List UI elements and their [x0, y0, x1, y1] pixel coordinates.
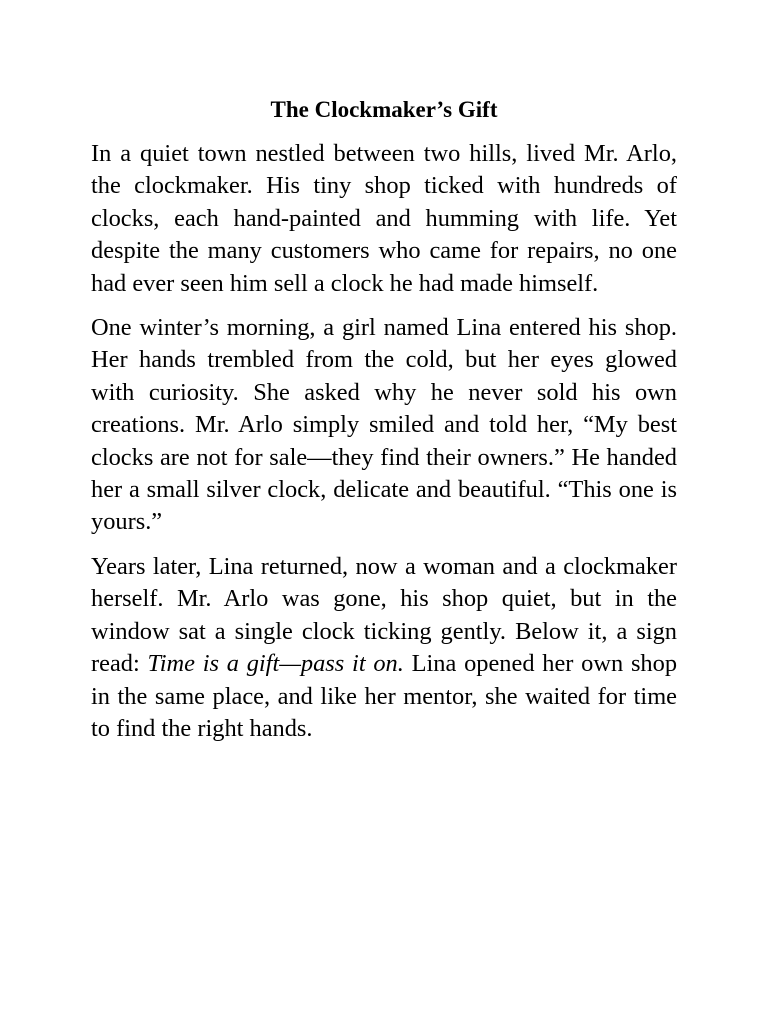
sign-text: Time is a gift—pass it on.: [147, 650, 404, 678]
paragraph-3-text-before: Years later, Lina returned, now a woman and a clockmaker herself. Mr. Arlo was gone, his shop quiet, but in the window sat a single clock ticking gently. Below it, a sign read:: [91, 552, 677, 678]
document-page: [91, 94, 677, 757]
paragraph-1: In a quiet town nestled between two hills, lived Mr. Arlo, the clockmaker. His tiny shop ticked with hundreds of clocks, each hand-painted and humming with life. Yet despite the many customers who came for repairs, no one had ever seen him sell a clock he had made himself.: [91, 140, 677, 297]
document-title: The Clockmaker’s Gift: [270, 97, 498, 122]
paragraph-3-text-after: Lina opened her own shop in the same place, and like her mentor, she waited for time to find the right hands.: [91, 650, 678, 742]
paragraph-3: [91, 551, 677, 745]
paragraph-2: One winter’s morning, a girl named Lina entered his shop. Her hands trembled from the cold, but her eyes glowed with curiosity. She asked why he never sold his own creations. Mr. Arlo simply smiled and told her, “My best clocks are not for sale—they find their owners.” He handed her a small silver clock, delicate and beautiful. “This one is yours.”: [91, 314, 677, 536]
